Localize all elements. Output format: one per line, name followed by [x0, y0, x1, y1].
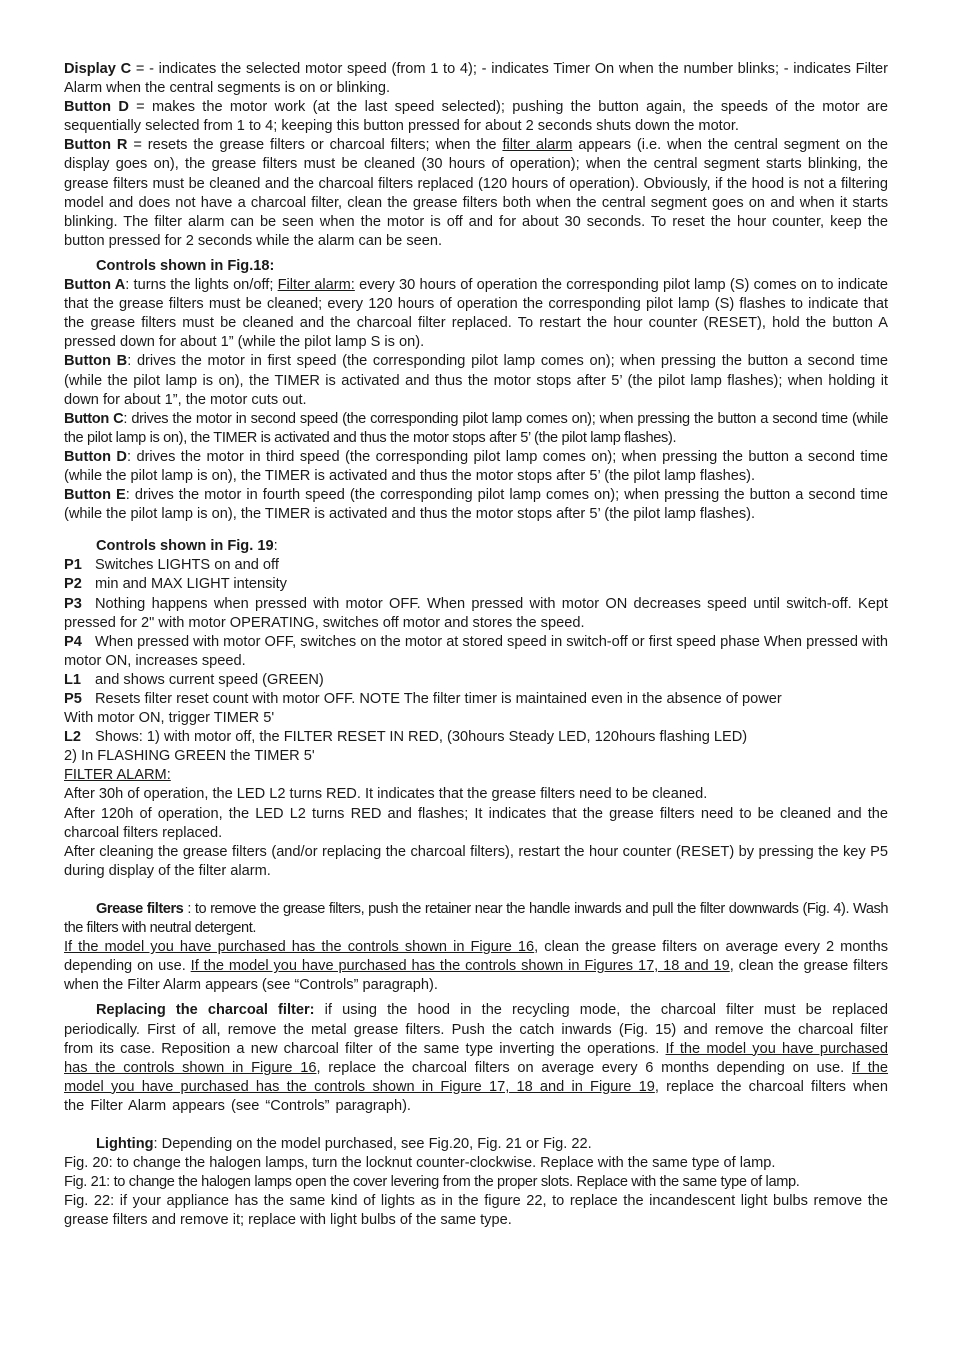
p4-key: P4: [64, 633, 82, 650]
grease-figure17-19-note: If the model you have purchased has the controls shown in Figures 17, 18 and 19: [190, 958, 730, 975]
fig18-button-b-label: Button B: [64, 353, 128, 370]
fig19-p4: [64, 633, 888, 671]
p2-key: P2: [64, 576, 82, 593]
fig19-p2: [64, 575, 888, 594]
manual-page: [64, 60, 888, 1230]
p2-text: min and MAX LIGHT intensity: [95, 576, 287, 593]
button-d-text: = makes the motor work (at the last speed selected); pushing the button again, the speeds of the motor are sequentially selected from 1 to 4; keeping this button pressed for about 2 seconds shuts down the motor.: [64, 99, 888, 135]
fig18-button-e-label: Button E: [64, 487, 126, 504]
l1-key: L1: [64, 671, 82, 688]
charcoal-figure17-19-note: If the model you have purchased has the controls shown in Figure 17, 18 and in Figure 19: [64, 1059, 889, 1095]
charcoal-filter-label: Replacing the charcoal filter:: [96, 1002, 315, 1019]
alarm-reset: After cleaning the grease filters (and/or replacing the charcoal filters), restart the hour counter (RESET) by pressing the key P5 during display of the filter alarm.: [64, 843, 888, 879]
lighting-fig20: Fig. 20: to change the halogen lamps, turn the locknut counter-clockwise. Replace with the same type of lamp.: [64, 1155, 776, 1172]
display-c-paragraph: [64, 60, 888, 98]
fig18-button-a-text: : turns the lights on/off;: [125, 277, 278, 294]
filter-alarm-heading: FILTER ALARM:: [64, 767, 171, 784]
grease-filters-text: : to remove the grease filters, push the retainer near the handle inwards and pull the filter downwards (Fig. 4). Wash the filters with neutral detergent.: [64, 900, 888, 937]
fig18-filter-alarm-term: Filter alarm:: [277, 277, 355, 294]
grease-filters-label: Grease filters: [96, 900, 184, 917]
fig19-heading-line: [64, 537, 888, 556]
charcoal-figure16-note: If the model you have purchased has the controls shown in Figure 16: [64, 1040, 888, 1076]
p1-key: P1: [64, 557, 82, 574]
alarm-120h: After 120h of operation, the LED L2 turns RED and flashes; It indicates that the grease filters need to be cleaned and the charcoal filters replaced.: [64, 805, 888, 841]
display-c-label: Display C: [64, 61, 132, 77]
button-r-paragraph: [64, 136, 888, 251]
fig18-heading: Controls shown in Fig.18:: [96, 257, 275, 274]
fig18-button-b-paragraph: [64, 352, 888, 409]
grease-mid-text: , clean the grease filters on average every 2 months depending on use.: [64, 939, 889, 975]
fig18-button-d-label: Button D: [64, 448, 127, 465]
fig19-p1: [64, 556, 888, 575]
alarm-30h: After 30h of operation, the LED L2 turns RED. It indicates that the grease filters need to be cleaned.: [64, 786, 708, 803]
button-r-text-post: appears (i.e. when the central segment on the display goes on), the grease filters must be cleaned (30 hours of operation); when the central segment starts blinking, the grease filters must be cleaned and the charcoal filters replaced (120 hours of operation). Obviously, if the hood is not a filtering model and does not have a charcoal filter, clean the grease filters both when the central segment goes on and when it starts blinking. The filter alarm can be seen when the motor is off and for about 30 seconds. To reset the hour counter, keep the button pressed for 2 seconds while the alarm can be seen.: [64, 137, 888, 249]
grease-end-text: , clean the grease filters when the Filter Alarm appears (see “Controls” paragraph).: [64, 958, 889, 994]
l2-key: L2: [64, 729, 82, 746]
p5-key: P5: [64, 691, 82, 707]
lighting-paragraph: [64, 1135, 888, 1154]
p4-text: When pressed with motor OFF, switches on the motor at stored speed in switch-off or first speed phase When pressed with motor ON, increases speed.: [64, 633, 889, 669]
p5-text: Resets filter reset count with motor OFF. NOTE The filter timer is maintained even in the absence of power: [95, 691, 782, 707]
p1-text: Switches LIGHTS on and off: [95, 557, 279, 574]
fig18-button-d-paragraph: [64, 448, 888, 486]
lighting-label: Lighting: [96, 1135, 154, 1152]
grease-filters-models-paragraph: [64, 938, 888, 995]
fig18-button-c-paragraph: [64, 410, 888, 448]
fig19-p3: [64, 595, 888, 633]
l2-text: Shows: 1) with motor off, the FILTER RESET IN RED, (30hours Steady LED, 120hours flashing LED): [95, 729, 748, 746]
fig18-button-d-text: : drives the motor in third speed (the corresponding pilot lamp comes on); when pressing the button a second time (while the pilot lamp is on), the TIMER is activated and thus the motor stops after 5’ (the pilot lamp flashes).: [64, 448, 888, 484]
fig18-button-e-paragraph: [64, 486, 888, 524]
filter-alarm-term: filter alarm: [502, 137, 573, 154]
fig19-p5: [64, 690, 888, 709]
charcoal-filter-paragraph: [64, 1001, 888, 1116]
button-d-paragraph: [64, 98, 888, 136]
fig18-button-e-text: : drives the motor in fourth speed (the corresponding pilot lamp comes on); when pressing the button a second time (while the pilot lamp is on), the TIMER is activated and thus the motor stops after 5’ (the pilot lamp flashes).: [64, 487, 888, 523]
grease-filters-paragraph: [64, 900, 888, 938]
fig19-p5-continuation: With motor ON, trigger TIMER 5': [64, 710, 275, 727]
fig18-button-a-label: Button A: [64, 277, 126, 294]
fig18-button-b-text: : drives the motor in first speed (the corresponding pilot lamp comes on); when pressing the button a second time (while the pilot lamp is on), the TIMER is activated and thus the motor stops after 5’ (the pilot lamp flashes); when holding it down for about 1”, the motor cuts out.: [64, 353, 888, 408]
fig19-l1: [64, 671, 888, 690]
fig19-heading-colon: :: [273, 538, 278, 555]
l1-text: and shows current speed (GREEN): [95, 671, 324, 688]
fig19-l2: [64, 728, 888, 747]
charcoal-filter-text: if using the hood in the recycling mode, the charcoal filter must be replaced periodically. First of all, remove the metal grease filters. Push the catch inwards (Fig. 15) and remove the charcoal filter from its case. Reposition a new charcoal filter of the same type inverting the operations.: [64, 1002, 888, 1057]
button-r-label: Button R: [64, 137, 128, 154]
fig18-button-a-paragraph: [64, 276, 888, 352]
fig18-button-a-post: every 30 hours of operation the corresponding pilot lamp (S) comes on to indicate that the grease filters must be cleaned; every 120 hours of operation the corresponding pilot lamp (S) flashes to indicate that the grease filters must be cleaned and the charcoal filter replaced. To restart the hour counter (RESET), hold the button A pressed down for about 1” (while the pilot lamp S is on).: [64, 277, 888, 351]
p3-key: P3: [64, 595, 82, 612]
p3-text: Nothing happens when pressed with motor OFF. When pressed with motor ON decreases speed until switch-off. Kept pressed for 2" with motor OPERATING, switches off motor and stores the speed.: [64, 595, 888, 631]
lighting-fig22: Fig. 22: if your appliance has the same kind of lights as in the figure 22, to replace the incandescent light bulbs remove the grease filters and remove it; replace with light bulbs of the same type.: [64, 1193, 888, 1229]
button-r-text-pre: = resets the grease filters or charcoal filters; when the: [127, 137, 503, 154]
fig19-heading: Controls shown in Fig. 19: [96, 538, 274, 555]
lighting-fig21: Fig. 21: to change the halogen lamps open the cover levering from the proper slots. Replace with the same type of lamp.: [64, 1174, 800, 1191]
display-c-text: = - indicates the selected motor speed (from 1 to 4); - indicates Timer On when the number blinks; - indicates Filter Alarm when the central segments is on or blinking.: [64, 61, 888, 97]
grease-figure16-note: If the model you have purchased has the controls shown in Figure 16: [64, 939, 535, 956]
fig18-button-c-text: : drives the motor in second speed (the corresponding pilot lamp comes on); when pressing the button a second time (while the pilot lamp is on), the TIMER is activated and thus the motor stops after 5’ (the pilot lamp flashes).: [64, 410, 888, 446]
lighting-text: : Depending on the model purchased, see Fig.20, Fig. 21 or Fig. 22.: [153, 1135, 592, 1152]
fig19-l2-continuation: 2) In FLASHING GREEN the TIMER 5': [64, 748, 315, 765]
charcoal-mid-text: , replace the charcoal filters on average every 6 months depending on use.: [316, 1059, 852, 1076]
fig18-button-c-label: Button C: [64, 410, 124, 427]
charcoal-end-text: , replace the charcoal filters when the Filter Alarm appears (see “Controls” paragraph).: [64, 1078, 889, 1114]
button-d-label: Button D: [64, 99, 129, 116]
